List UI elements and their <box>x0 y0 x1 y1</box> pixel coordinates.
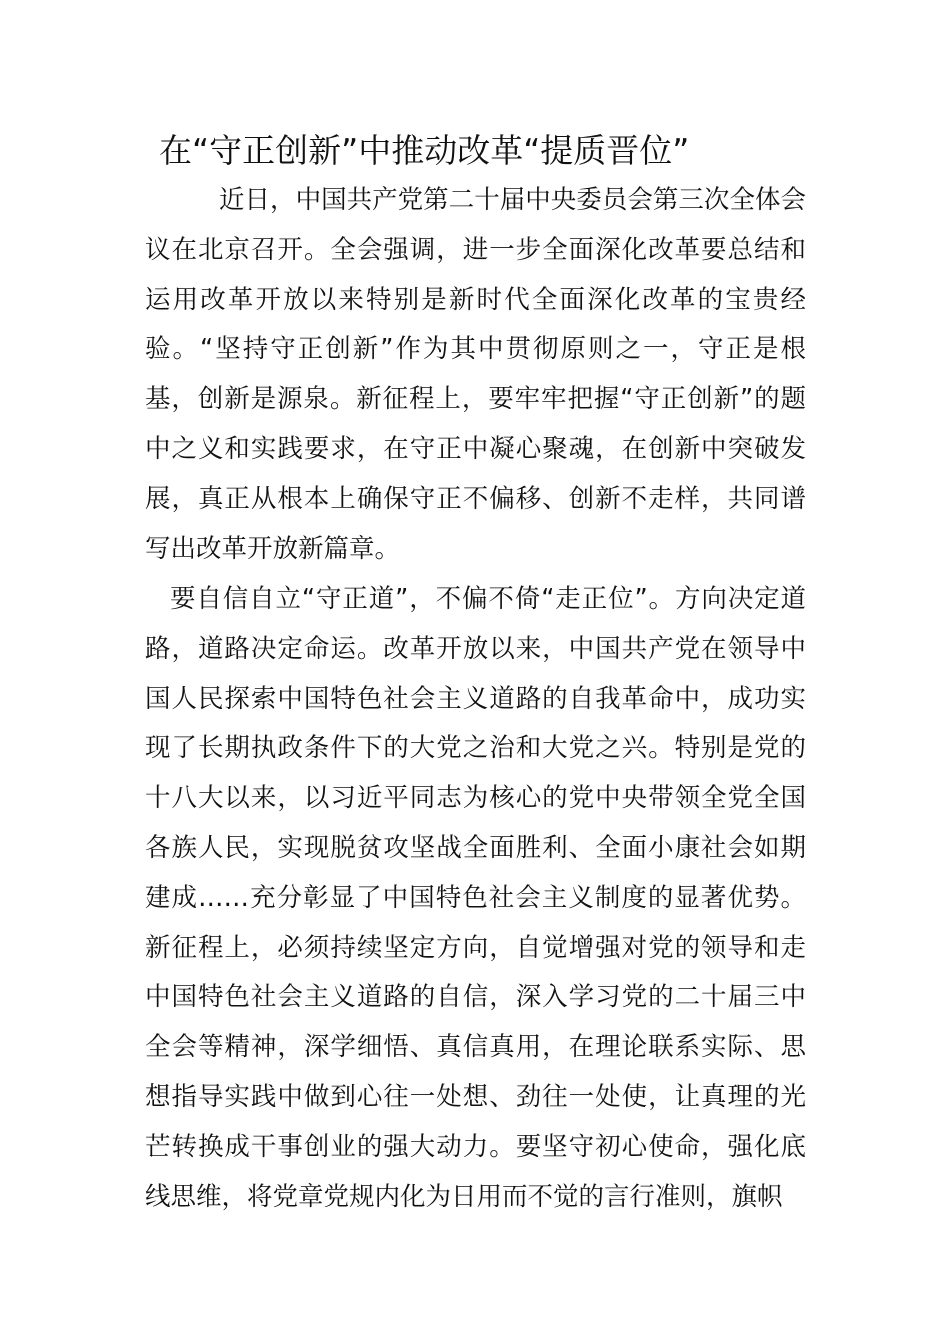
document-title: 在“守正创新”中推动改革“提质晋位” <box>159 131 690 170</box>
paragraph-intro: 近日，中国共产党第二十届中央委员会第三次全体会议在北京召开。全会强调，进一步全面深化改革要总结和运用改革开放以来特别是新时代全面深化改革的宝贵经验。“坚持守正创新”作为其中贯彻原则之一，守正是根基，创新是源泉。新征程上，要牢牢把握“守正创新”的题中之义和实践要求，在守正中凝心聚魂，在创新中突破发展，真正从根本上确保守正不偏移、创新不走样，共同谱写出改革开放新篇章。 <box>145 185 806 564</box>
paragraph-section-one: 要自信自立“守正道”，不偏不倚“走正位”。方向决定道路，道路决定命运。改革开放以来，中国共产党在领导中国人民探索中国特色社会主义道路的自我革命中，成功实现了长期执政条件下的大党之治和大党之兴。特别是党的十八大以来，以习近平同志为核心的党中央带领全党全国各族人民，实现脱贫攻坚战全面胜利、全面小康社会如期建成……充分彰显了中国特色社会主义制度的显著优势。新征程上，必须持续坚定方向，自觉增强对党的领导和走中国特色社会主义道路的自信，深入学习党的二十届三中全会等精神，深学细悟、真信真用，在理论联系实际、思想指导实践中做到心往一处想、劲往一处使，让真理的光芒转换成干事创业的强大动力。要坚守初心使命，强化底线思维，将党章党规内化为日用而不觉的言行准则，旗帜 <box>145 584 806 1212</box>
